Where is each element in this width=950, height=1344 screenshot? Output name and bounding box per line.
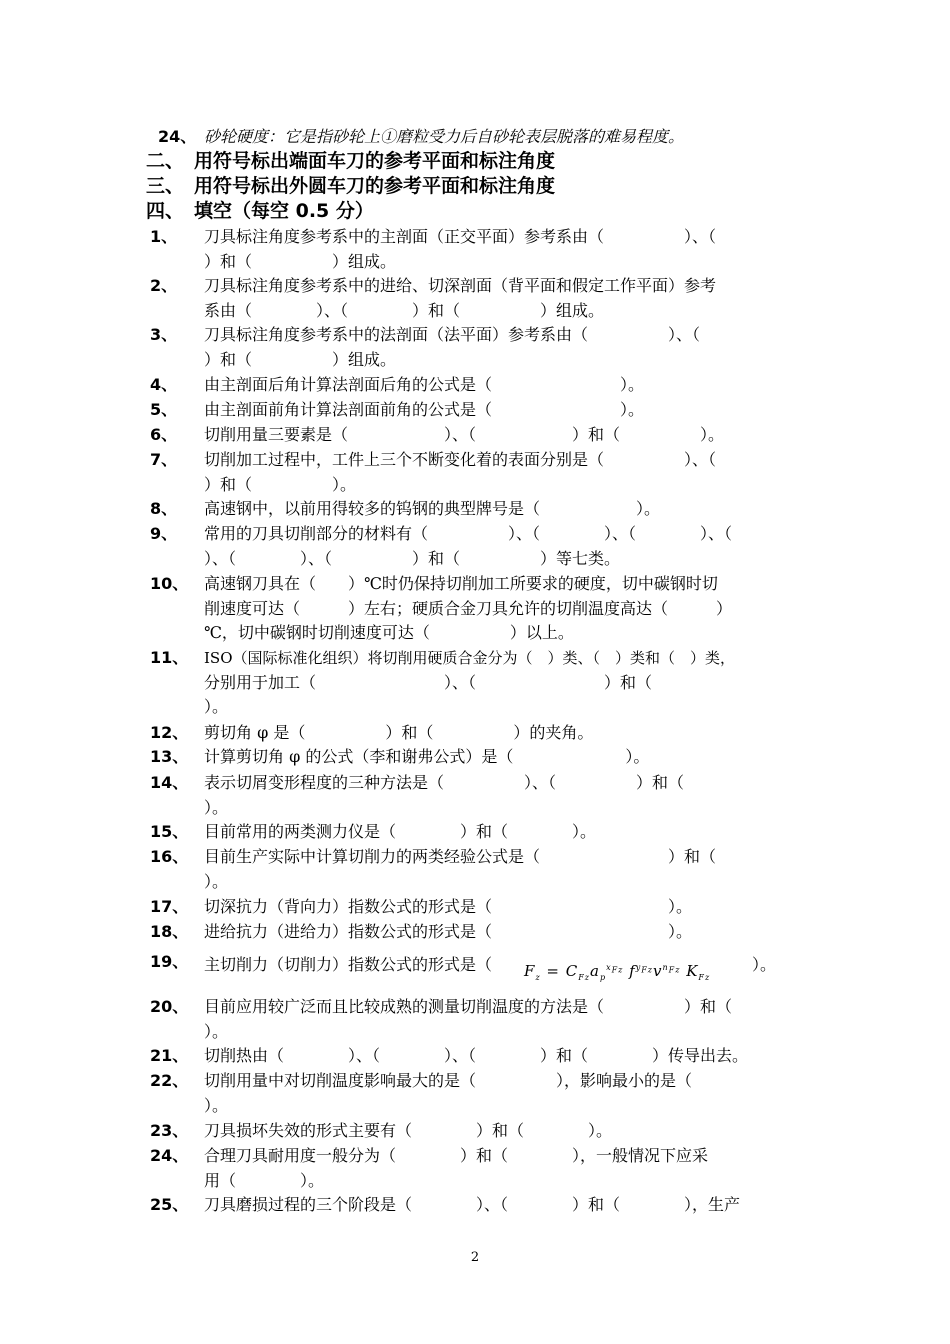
item-number: 8、 [150,499,178,518]
item-number: 11、 [150,648,189,667]
item-number: 14、 [150,773,189,792]
item-text: 刀具磨损过程的三个阶段是（ ）、（ ）和（ ），生产 [204,1195,741,1214]
item-number: 24、 [158,127,197,146]
item-number: 21、 [150,1046,189,1065]
cutting-force-formula: $F_z = C_{Fz}a_p^{x_{Fz}}$ $f^{y_{Fz}}v^{n_{Fz}}$ $K_{Fz}$ [524,962,711,982]
item-number: 15、 [150,822,189,841]
item-text: 刀具损坏失效的形式主要有（ ）和（ ）。 [204,1121,613,1140]
section-number: 二、 [146,150,185,172]
item-number: 23、 [150,1121,189,1140]
section-title: 用符号标出端面车刀的参考平面和标注角度 [194,150,556,172]
item-text: 高速钢刀具在（ ）℃时仍保持切削加工所要求的硬度，切中碳钢时切 削速度可达（ ）左右；硬质合金刀具允许的切削温度高达（ ） ℃，切中碳钢时切削速度可达（ ）以上。 [204,574,733,642]
item-number: 25、 [150,1195,189,1214]
item-number: 9、 [150,524,178,543]
item-text: 表示切屑变形程度的三种方法是（ ）、（ ）和（ ）。 [204,773,685,817]
item-text: 目前常用的两类测力仪是（ ）和（ ）。 [204,822,597,841]
item-number: 7、 [150,450,178,469]
item-text: 目前应用较广泛而且比较成熟的测量切削温度的方法是（ ）和（ ）。 [204,997,733,1041]
item-number: 3、 [150,325,178,344]
item-text: 目前生产实际中计算切削力的两类经验公式是（ ）和（ ）。 [204,847,717,891]
item-number: 2、 [150,276,178,295]
item-number: 13、 [150,747,189,766]
item-text: 刀具标注角度参考系中的进给、切深剖面（背平面和假定工作平面）参考 系由（ ）、（ ）和（ ）组成。 [204,276,717,320]
item-text: 切削用量中对切削温度影响最大的是（ ），影响最小的是（ ）。 [204,1071,693,1115]
item-text: 合理刀具耐用度一般分为（ ）和（ ），一般情况下应采 用（ ）。 [204,1146,709,1190]
page-number: 2 [470,1250,480,1265]
item-text: 刀具标注角度参考系中的主剖面（正交平面）参考系由（ ）、（ ）和（ ）组成。 [204,227,717,271]
item-number: 4、 [150,375,178,394]
item-text: 由主剖面后角计算法剖面后角的公式是（ ）。 [204,375,645,394]
item-text: 剪切角 φ 是（ ）和（ ）的夹角。 [204,723,594,742]
item-text: 砂轮硬度：它是指砂轮上①磨粒受力后自砂轮表层脱落的难易程度。 [204,127,685,146]
item-text: 切削热由（ ）、（ ）、（ ）和（ ）传导出去。 [204,1046,749,1065]
section-title: 用符号标出外圆车刀的参考平面和标注角度 [194,175,556,197]
item-text: 切削加工过程中，工件上三个不断变化着的表面分别是（ ）、（ ）和（ ）。 [204,450,717,494]
item-number: 10、 [150,574,189,593]
item-text: 高速钢中，以前用得较多的钨钢的典型牌号是（ ）。 [204,499,661,518]
item-text: 主切削力（切削力）指数公式的形式是（ $F_z = C_{Fz}a_p^{x_{Fz}}$ $f^{y_{Fz}}v^{n_{Fz}}$ $K_{Fz}$）。 [204,950,808,985]
item-text: 由主剖面前角计算法剖面前角的公式是（ ）。 [204,400,645,419]
section-number: 四、 [146,200,185,222]
item-number: 20、 [150,997,189,1016]
item-number: 24、 [150,1146,189,1165]
section-title: 填空（每空 0.5 分） [194,200,374,222]
item-number: 1、 [150,227,178,246]
section-number: 三、 [146,175,185,197]
item-text: 计算剪切角 φ 的公式（李和谢弗公式）是（ ）。 [204,747,650,766]
item-number: 12、 [150,723,189,742]
item-text: 进给抗力（进给力）指数公式的形式是（ ）。 [204,922,693,941]
item-text: 切深抗力（背向力）指数公式的形式是（ ）。 [204,897,693,916]
item-number: 5、 [150,400,178,419]
item-text: ISO（国际标准化组织）将切削用硬质合金分为（ ）类、（ ）类和（ ）类， 分别用于加工（ ）、（ ）和（ ）。 [204,649,736,716]
item-number: 17、 [150,897,189,916]
item-number: 6、 [150,425,178,444]
item-number: 19、 [150,952,189,971]
item-number: 18、 [150,922,189,941]
item-number: 16、 [150,847,189,866]
item-text: 刀具标注角度参考系中的法剖面（法平面）参考系由（ ）、（ ）和（ ）组成。 [204,325,701,369]
item-text: 切削用量三要素是（ ）、（ ）和（ ）。 [204,425,725,444]
item-number: 22、 [150,1071,189,1090]
item-text: 常用的刀具切削部分的材料有（ ）、（ ）、（ ）、（ ）、（ ）、（ ）和（ ）等七类。 [204,524,733,568]
